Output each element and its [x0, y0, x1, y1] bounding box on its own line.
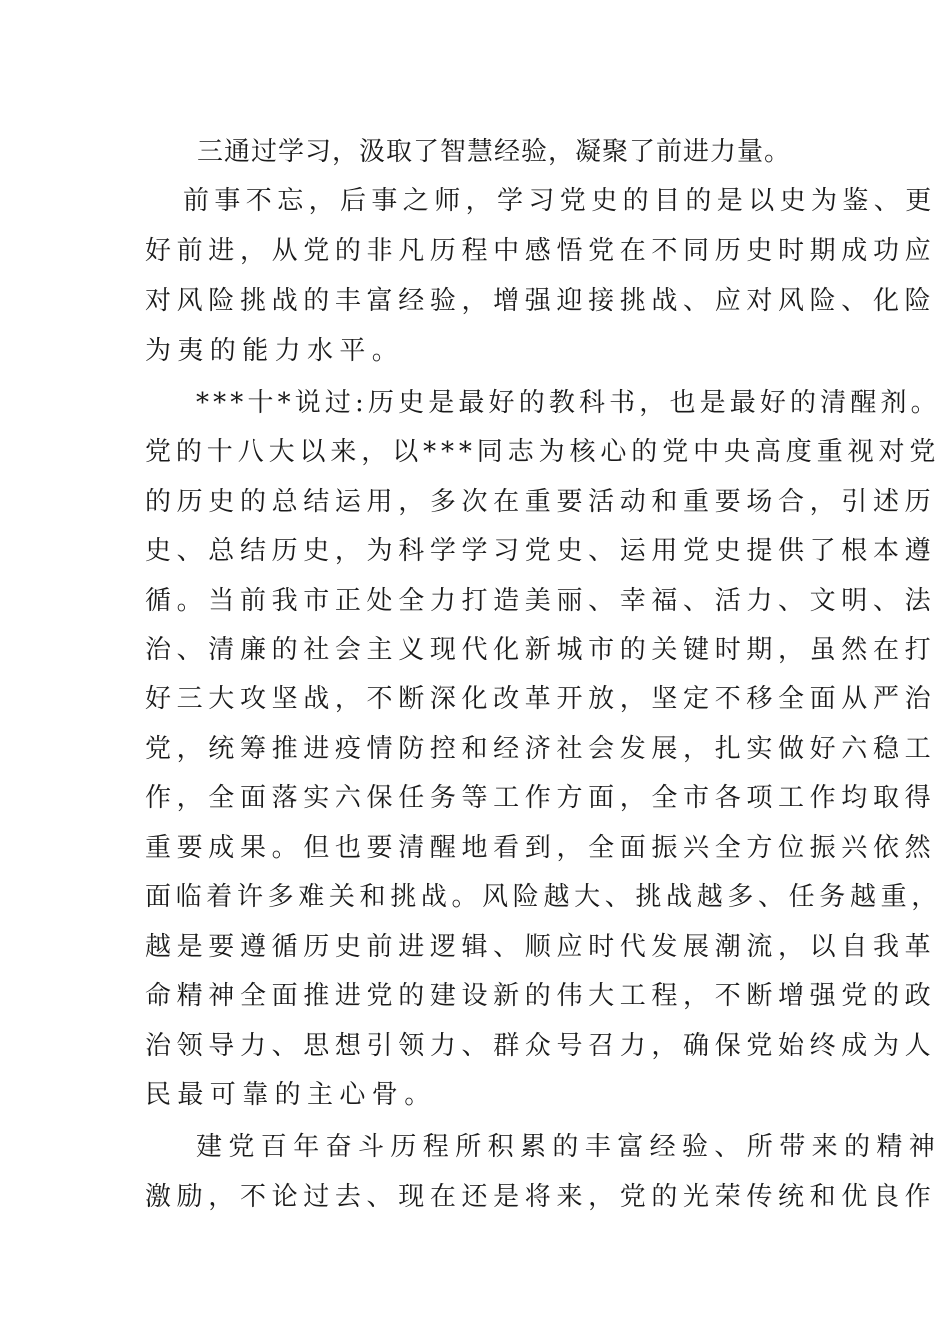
section-heading: 三通过学习，汲取了智慧经验，凝聚了前进力量。 [197, 137, 792, 167]
paragraph-line: 越是要遵循历史前进逻辑、顺应时代发展潮流，以自我革 [145, 932, 937, 962]
paragraph-line: 的历史的总结运用，多次在重要活动和重要场合，引述历 [145, 487, 937, 517]
paragraph-line: 重要成果。但也要清醒地看到，全面振兴全方位振兴依然 [145, 833, 937, 863]
paragraph-line: 党，统筹推进疫情防控和经济社会发展，扎实做好六稳工 [145, 734, 937, 764]
paragraph-line: 为夷的能力水平。 [145, 336, 405, 366]
paragraph-line: 治、清廉的社会主义现代化新城市的关键时期，虽然在打 [145, 635, 937, 665]
paragraph-line: 治领导力、思想引领力、群众号召力，确保党始终成为人 [145, 1031, 937, 1061]
paragraph-line: 作，全面落实六保任务等工作方面，全市各项工作均取得 [145, 783, 937, 813]
paragraph-line: 党的十八大以来，以***同志为核心的党中央高度重视对党 [145, 437, 941, 467]
paragraph-line: 好前进，从党的非凡历程中感悟党在不同历史时期成功应 [145, 236, 937, 266]
paragraph-line: 对风险挑战的丰富经验，增强迎接挑战、应对风险、化险 [145, 286, 937, 316]
paragraph-line: 史、总结历史，为科学学习党史、运用党史提供了根本遵 [145, 536, 937, 566]
paragraph-line: 循。当前我市正处全力打造美丽、幸福、活力、文明、法 [145, 586, 937, 616]
paragraph-line: 前事不忘，后事之师，学习党史的目的是以史为鉴、更 [183, 186, 937, 216]
paragraph-line: 好三大攻坚战，不断深化改革开放，坚定不移全面从严治 [145, 684, 937, 714]
paragraph-line: 民最可靠的主心骨。 [145, 1080, 437, 1110]
paragraph-line: 建党百年奋斗历程所积累的丰富经验、所带来的精神 [196, 1132, 942, 1162]
paragraph-line: ***十*说过:历史是最好的教科书，也是最好的清醒剂。 [196, 388, 941, 418]
paragraph-line: 面临着许多难关和挑战。风险越大、挑战越多、任务越重， [145, 882, 942, 912]
paragraph-line: 激励，不论过去、现在还是将来，党的光荣传统和优良作 [145, 1182, 937, 1212]
paragraph-line: 命精神全面推进党的建设新的伟大工程，不断增强党的政 [145, 981, 937, 1011]
